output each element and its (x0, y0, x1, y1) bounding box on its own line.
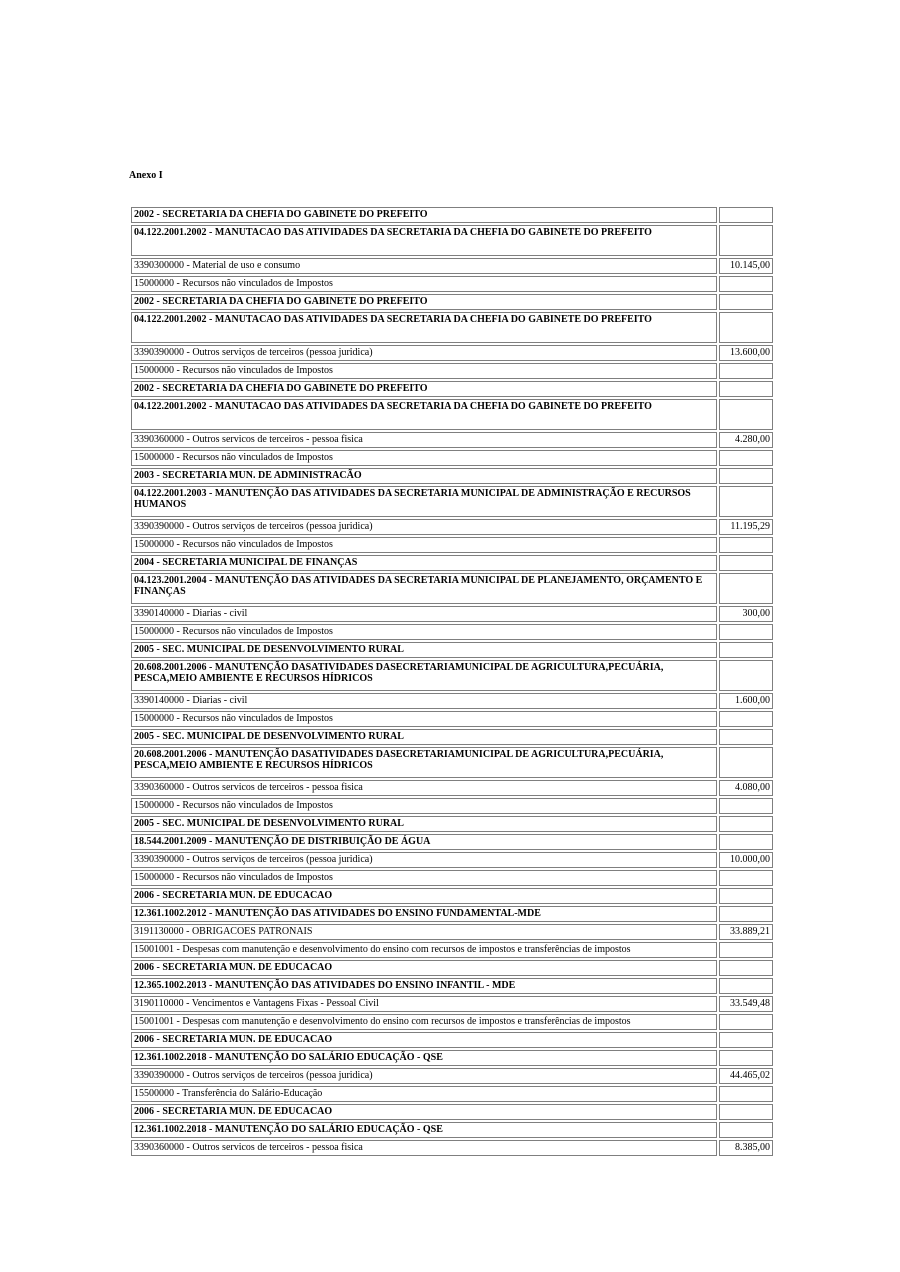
table-row (131, 1086, 773, 1102)
row-description: 04.122.2001.2002 - MANUTACAO DAS ATIVIDADES DA SECRETARIA DA CHEFIA DO GABINETE DO PREFEITO (131, 399, 717, 430)
row-description: 04.122.2001.2002 - MANUTACAO DAS ATIVIDADES DA SECRETARIA DA CHEFIA DO GABINETE DO PREFEITO (131, 312, 717, 343)
table-row (131, 486, 773, 517)
row-value (719, 276, 773, 292)
row-value (719, 468, 773, 484)
table-row (131, 888, 773, 904)
table-row (131, 978, 773, 994)
row-description: 2004 - SECRETARIA MUNICIPAL DE FINANÇAS (131, 555, 717, 571)
table-row (131, 1140, 773, 1156)
row-value: 33.889,21 (719, 924, 773, 940)
budget-table-body (131, 207, 773, 1156)
row-description: 12.361.1002.2012 - MANUTENÇÃO DAS ATIVIDADES DO ENSINO FUNDAMENTAL-MDE (131, 906, 717, 922)
table-row (131, 906, 773, 922)
row-value (719, 888, 773, 904)
row-value (719, 798, 773, 814)
table-row (131, 942, 773, 958)
row-value (719, 450, 773, 466)
table-row (131, 519, 773, 535)
row-value (719, 660, 773, 691)
row-description: 2006 - SECRETARIA MUN. DE EDUCACAO (131, 1104, 717, 1120)
row-value (719, 906, 773, 922)
row-description: 3390300000 - Material de uso e consumo (131, 258, 717, 274)
row-description: 15000000 - Recursos não vinculados de Impostos (131, 870, 717, 886)
row-description: 12.365.1002.2013 - MANUTENÇÃO DAS ATIVIDADES DO ENSINO INFANTIL - MDE (131, 978, 717, 994)
row-description: 2002 - SECRETARIA DA CHEFIA DO GABINETE DO PREFEITO (131, 207, 717, 223)
row-value (719, 1122, 773, 1138)
table-row (131, 225, 773, 256)
row-description: 12.361.1002.2018 - MANUTENÇÃO DO SALÁRIO EDUCAÇÃO - QSE (131, 1122, 717, 1138)
row-description: 2005 - SEC. MUNICIPAL DE DESENVOLVIMENTO RURAL (131, 729, 717, 745)
row-description: 3390390000 - Outros serviços de terceiros (pessoa juridica) (131, 1068, 717, 1084)
row-value (719, 207, 773, 223)
row-value (719, 555, 773, 571)
row-description: 3390390000 - Outros serviços de terceiros (pessoa juridica) (131, 519, 717, 535)
table-row (131, 207, 773, 223)
row-value (719, 1014, 773, 1030)
row-description: 2005 - SEC. MUNICIPAL DE DESENVOLVIMENTO RURAL (131, 816, 717, 832)
table-row (131, 924, 773, 940)
table-row (131, 450, 773, 466)
row-value: 33.549,48 (719, 996, 773, 1012)
table-row (131, 660, 773, 691)
row-description: 3191130000 - OBRIGACOES PATRONAIS (131, 924, 717, 940)
row-description: 20.608.2001.2006 - MANUTENÇÃO DASATIVIDADES DASECRETARIAMUNICIPAL DE AGRICULTURA,PECUÁRIA, PESCA,MEIO AMBIENTE E RECURSOS HÍDRICOS (131, 660, 717, 691)
row-value (719, 312, 773, 343)
row-description: 2002 - SECRETARIA DA CHEFIA DO GABINETE DO PREFEITO (131, 381, 717, 397)
row-value (719, 573, 773, 604)
table-row (131, 1122, 773, 1138)
row-value (719, 363, 773, 379)
table-row (131, 312, 773, 343)
table-row (131, 432, 773, 448)
table-row (131, 816, 773, 832)
row-value (719, 624, 773, 640)
row-description: 04.123.2001.2004 - MANUTENÇÃO DAS ATIVIDADES DA SECRETARIA MUNICIPAL DE PLANEJAMENTO, ORÇAMENTO E FINANÇAS (131, 573, 717, 604)
row-value: 10.145,00 (719, 258, 773, 274)
table-row (131, 1050, 773, 1066)
row-description: 2003 - SECRETARIA MUN. DE ADMINISTRACÃO (131, 468, 717, 484)
table-row (131, 852, 773, 868)
budget-table (129, 205, 775, 1158)
row-value (719, 642, 773, 658)
row-value (719, 729, 773, 745)
row-value (719, 960, 773, 976)
table-row (131, 258, 773, 274)
row-value (719, 399, 773, 430)
table-row (131, 363, 773, 379)
row-description: 3390390000 - Outros serviços de terceiros (pessoa juridica) (131, 345, 717, 361)
row-description: 15001001 - Despesas com manutenção e desenvolvimento do ensino com recursos de impostos e transferências de impostos (131, 942, 717, 958)
page-heading: Anexo I (129, 170, 163, 181)
table-row (131, 834, 773, 850)
row-description: 3190110000 - Vencimentos e Vantagens Fixas - Pessoal Civil (131, 996, 717, 1012)
row-description: 2006 - SECRETARIA MUN. DE EDUCACAO (131, 888, 717, 904)
row-description: 12.361.1002.2018 - MANUTENÇÃO DO SALÁRIO EDUCAÇÃO - QSE (131, 1050, 717, 1066)
row-value (719, 537, 773, 553)
row-value (719, 747, 773, 778)
row-value (719, 381, 773, 397)
row-description: 3390140000 - Diarias - civil (131, 606, 717, 622)
row-description: 3390360000 - Outros servicos de terceiros - pessoa fisica (131, 1140, 717, 1156)
row-description: 2006 - SECRETARIA MUN. DE EDUCACAO (131, 960, 717, 976)
table-row (131, 555, 773, 571)
row-description: 3390360000 - Outros servicos de terceiros - pessoa fisica (131, 432, 717, 448)
row-value (719, 816, 773, 832)
table-row (131, 1068, 773, 1084)
row-description: 2005 - SEC. MUNICIPAL DE DESENVOLVIMENTO RURAL (131, 642, 717, 658)
row-description: 15000000 - Recursos não vinculados de Impostos (131, 363, 717, 379)
table-row (131, 1014, 773, 1030)
row-description: 15500000 - Transferência do Salário-Educação (131, 1086, 717, 1102)
table-row (131, 960, 773, 976)
row-description: 15000000 - Recursos não vinculados de Impostos (131, 537, 717, 553)
row-value (719, 870, 773, 886)
table-row (131, 294, 773, 310)
table-row (131, 276, 773, 292)
row-value: 300,00 (719, 606, 773, 622)
row-value (719, 486, 773, 517)
row-value: 11.195,29 (719, 519, 773, 535)
table-row (131, 642, 773, 658)
row-description: 3390390000 - Outros serviços de terceiros (pessoa juridica) (131, 852, 717, 868)
table-row (131, 693, 773, 709)
table-row (131, 345, 773, 361)
row-description: 15000000 - Recursos não vinculados de Impostos (131, 798, 717, 814)
row-value: 4.080,00 (719, 780, 773, 796)
row-value (719, 711, 773, 727)
row-description: 3390140000 - Diarias - civil (131, 693, 717, 709)
row-description: 15000000 - Recursos não vinculados de Impostos (131, 711, 717, 727)
table-row (131, 1104, 773, 1120)
row-value (719, 1086, 773, 1102)
row-value: 10.000,00 (719, 852, 773, 868)
row-value (719, 978, 773, 994)
row-value (719, 942, 773, 958)
row-value: 8.385,00 (719, 1140, 773, 1156)
row-description: 3390360000 - Outros servicos de terceiros - pessoa fisica (131, 780, 717, 796)
table-row (131, 624, 773, 640)
row-value (719, 1032, 773, 1048)
row-value (719, 294, 773, 310)
table-row (131, 1032, 773, 1048)
table-row (131, 996, 773, 1012)
row-description: 15000000 - Recursos não vinculados de Impostos (131, 624, 717, 640)
row-description: 2006 - SECRETARIA MUN. DE EDUCACAO (131, 1032, 717, 1048)
row-description: 18.544.2001.2009 - MANUTENÇÃO DE DISTRIBUIÇÃO DE ÁGUA (131, 834, 717, 850)
table-row (131, 381, 773, 397)
table-row (131, 468, 773, 484)
row-value: 4.280,00 (719, 432, 773, 448)
table-row (131, 711, 773, 727)
table-row (131, 399, 773, 430)
row-value (719, 834, 773, 850)
table-row (131, 747, 773, 778)
table-row (131, 870, 773, 886)
row-description: 15000000 - Recursos não vinculados de Impostos (131, 450, 717, 466)
row-value (719, 1104, 773, 1120)
row-value: 1.600,00 (719, 693, 773, 709)
table-row (131, 798, 773, 814)
row-description: 04.122.2001.2003 - MANUTENÇÃO DAS ATIVIDADES DA SECRETARIA MUNICIPAL DE ADMINISTRAÇÃO E RECURSOS HUMANOS (131, 486, 717, 517)
row-value (719, 1050, 773, 1066)
row-description: 2002 - SECRETARIA DA CHEFIA DO GABINETE DO PREFEITO (131, 294, 717, 310)
row-value: 44.465,02 (719, 1068, 773, 1084)
table-row (131, 537, 773, 553)
row-description: 15000000 - Recursos não vinculados de Impostos (131, 276, 717, 292)
row-description: 15001001 - Despesas com manutenção e desenvolvimento do ensino com recursos de impostos e transferências de impostos (131, 1014, 717, 1030)
row-value (719, 225, 773, 256)
table-row (131, 573, 773, 604)
row-description: 20.608.2001.2006 - MANUTENÇÃO DASATIVIDADES DASECRETARIAMUNICIPAL DE AGRICULTURA,PECUÁRIA, PESCA,MEIO AMBIENTE E RECURSOS HÍDRICOS (131, 747, 717, 778)
table-row (131, 606, 773, 622)
table-row (131, 780, 773, 796)
row-value: 13.600,00 (719, 345, 773, 361)
row-description: 04.122.2001.2002 - MANUTACAO DAS ATIVIDADES DA SECRETARIA DA CHEFIA DO GABINETE DO PREFEITO (131, 225, 717, 256)
table-row (131, 729, 773, 745)
